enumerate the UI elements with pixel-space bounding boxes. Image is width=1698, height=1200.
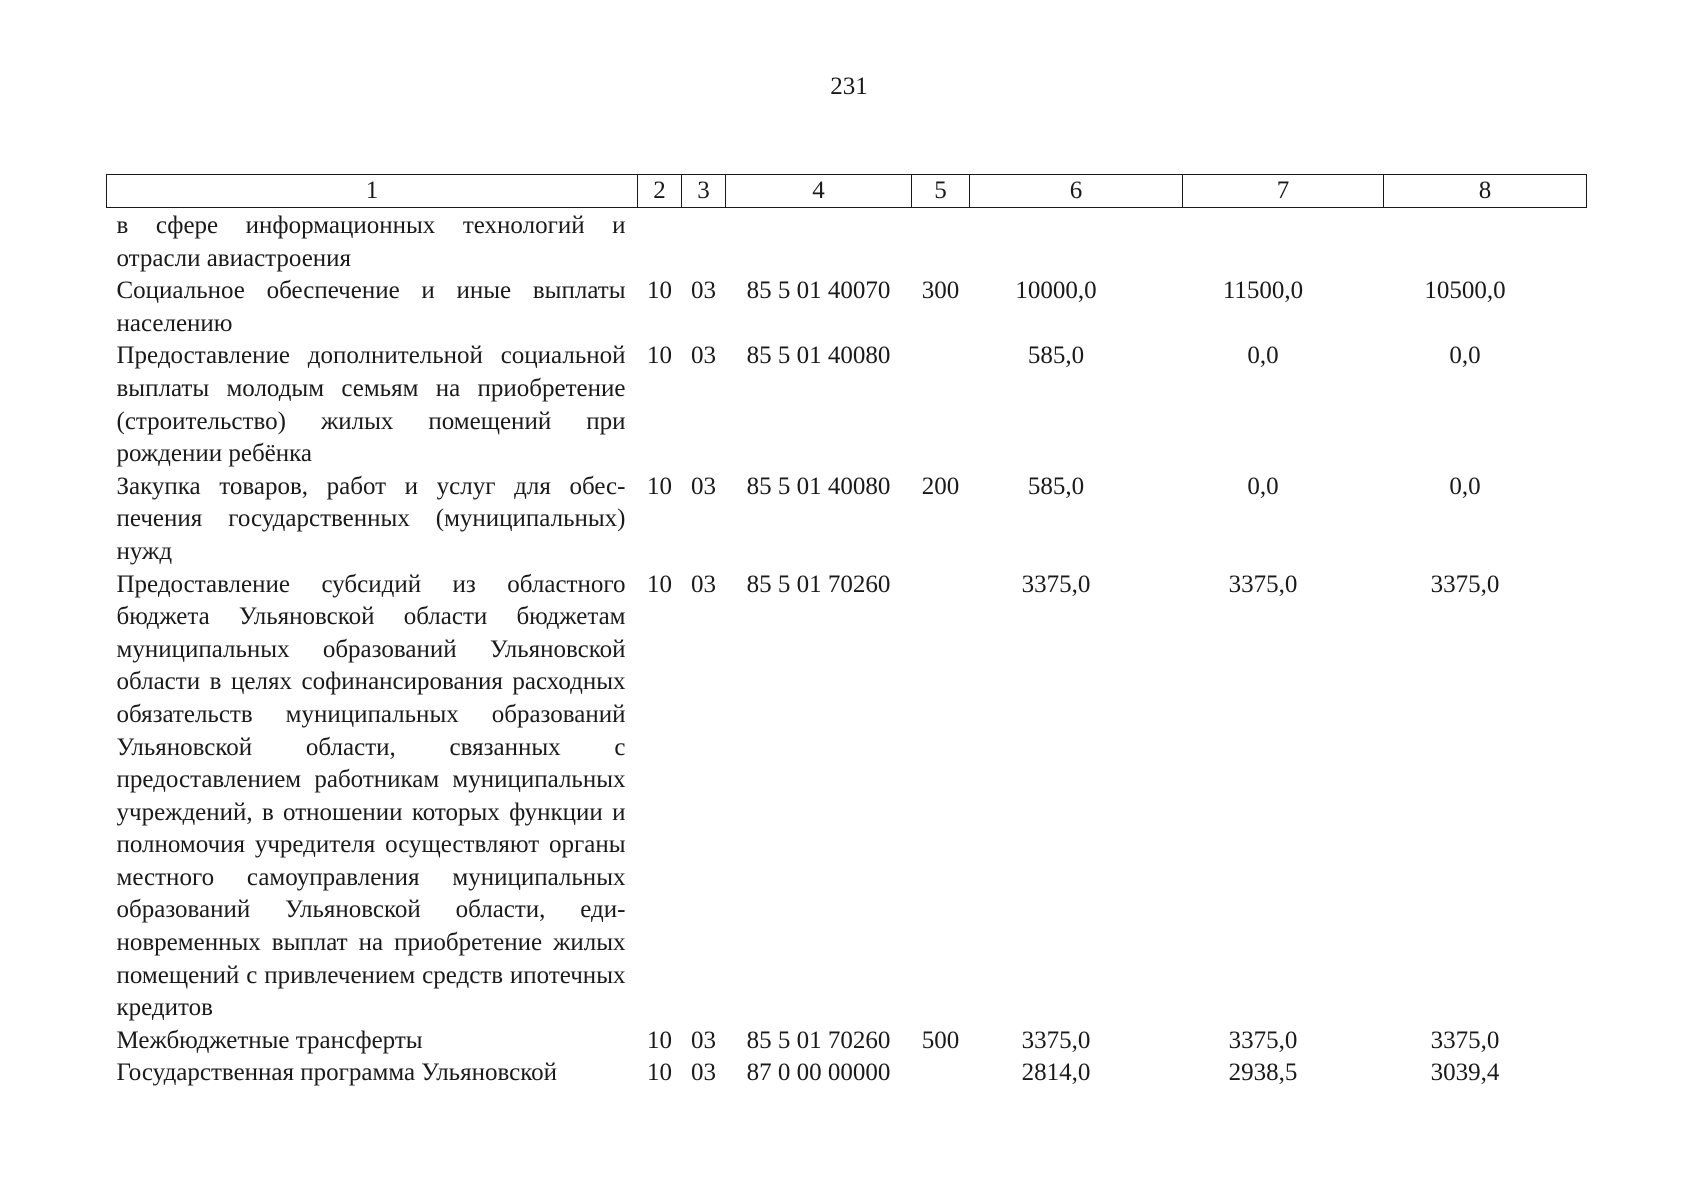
header-col-6: 6 (970, 175, 1183, 208)
row-section: 10 (647, 342, 672, 370)
row-subsection: 03 (691, 570, 716, 598)
row-amount-6: 585,0 (1027, 472, 1085, 500)
row-section: 10 (647, 570, 672, 598)
header-col-2: 2 (638, 175, 682, 208)
row-amount-6: 3375,0 (1021, 1026, 1091, 1054)
row-amount-6: 585,0 (1027, 342, 1085, 370)
row-name: Предоставление дополнительной социальной выплаты молодым семьям на приобретение (строительство) жилых помещений при рождении ребёнка (116, 342, 626, 468)
table-header (107, 175, 1587, 208)
row-amount-6: 3375,0 (1021, 570, 1091, 598)
row-subsection: 03 (691, 472, 716, 500)
row-amount-7: 11500,0 (1222, 277, 1304, 305)
row-amount-8: 3375,0 (1430, 570, 1500, 598)
row-amount-8: 0,0 (1449, 472, 1481, 500)
header-col-4: 4 (726, 175, 912, 208)
table-row (107, 208, 1587, 276)
row-expense-type: 300 (921, 277, 960, 305)
row-amount-7: 0,0 (1247, 342, 1279, 370)
row-expense-type: 200 (921, 472, 960, 500)
row-amount-8: 3375,0 (1430, 1026, 1500, 1054)
row-target-code (726, 208, 912, 276)
page-number: 231 (830, 73, 868, 100)
row-section: 10 (647, 1026, 672, 1054)
row-amount-7: 0,0 (1247, 472, 1279, 500)
row-name: Межбюджетные трансферты (116, 1026, 423, 1054)
row-expense-type (912, 1057, 970, 1090)
row-subsection: 03 (691, 342, 716, 370)
table-row (107, 275, 1587, 340)
row-section: 10 (647, 1059, 672, 1087)
row-subsection: 03 (691, 277, 716, 305)
row-name: Закупка товаров, работ и услуг для обеспечения государственных (муниципальных) нужд (116, 472, 626, 565)
row-amount-8: 3039,4 (1430, 1059, 1500, 1087)
row-section: 10 (647, 472, 672, 500)
row-target-code: 85 5 01 40070 (746, 277, 891, 305)
row-amount-6: 10000,0 (1015, 277, 1097, 305)
row-amount-8: 10500,0 (1424, 277, 1506, 305)
row-amount-8: 0,0 (1449, 342, 1481, 370)
row-section (638, 208, 682, 276)
budget-table (106, 174, 1587, 1090)
row-name: в сфере информационных технологий и отрасли авиастроения (116, 212, 626, 272)
row-amount-7: 3375,0 (1228, 570, 1298, 598)
row-amount-7: 3375,0 (1228, 1026, 1298, 1054)
row-amount-6 (970, 208, 1183, 276)
row-subsection: 03 (691, 1026, 716, 1054)
row-expense-type (912, 208, 970, 276)
header-row (107, 175, 1587, 208)
row-target-code: 85 5 01 40080 (746, 472, 891, 500)
row-name: Предоставление субсидий из областного бюджета Ульяновской области бюджетам муниципальных образований Ульяновской области в целях софинансирования расходных обязательств муниципальных образований Ульяновской области, связанных с предоставлением работникам муниципальных учреждений, в отношении которых функции и полномочия учредителя осуществляют органы местного самоуправления муниципальных образований Ульяновской области, единовременных выплат на приобретение жилых помещений с привлечением средств ипотечных кредитов (116, 570, 626, 1022)
header-col-1: 1 (107, 175, 638, 208)
row-target-code: 85 5 01 70260 (746, 570, 891, 598)
row-target-code: 87 0 00 00000 (746, 1059, 891, 1087)
row-amount-7 (1183, 208, 1384, 276)
row-amount-8 (1384, 208, 1587, 276)
row-target-code: 85 5 01 40080 (746, 342, 891, 370)
row-target-code: 85 5 01 70260 (746, 1026, 891, 1054)
table-row (107, 340, 1587, 470)
row-name: Социальное обеспечение и иные выплаты населению (116, 277, 626, 337)
row-subsection (682, 208, 726, 276)
row-amount-6: 2814,0 (1021, 1059, 1091, 1087)
header-col-5: 5 (912, 175, 970, 208)
header-col-7: 7 (1183, 175, 1384, 208)
row-amount-7: 2938,5 (1228, 1059, 1298, 1087)
header-col-3: 3 (682, 175, 726, 208)
row-expense-type: 500 (921, 1026, 960, 1054)
header-col-8: 8 (1384, 175, 1587, 208)
table-body (107, 208, 1587, 1091)
table-row (107, 1057, 1587, 1090)
row-expense-type (912, 569, 970, 1025)
table-row (107, 471, 1587, 569)
table-row (107, 1025, 1587, 1058)
row-expense-type (912, 340, 970, 470)
row-section: 10 (647, 277, 672, 305)
row-subsection: 03 (691, 1059, 716, 1087)
table-row (107, 569, 1587, 1025)
row-name: Государственная программа Ульяновской (116, 1059, 557, 1087)
